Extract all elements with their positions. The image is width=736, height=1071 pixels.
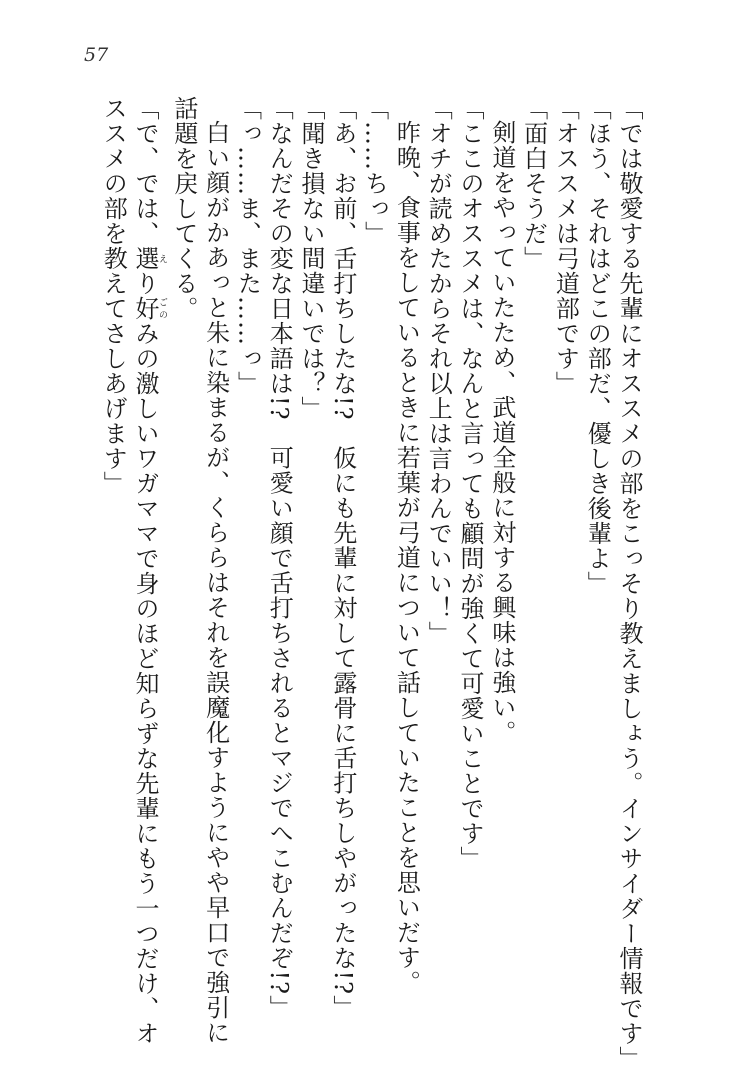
furigana: え bbox=[157, 246, 168, 271]
text-line: 「ここのオススメは、なんと言っても顧問が強くて可愛いことです」 bbox=[456, 96, 485, 871]
text-line: 昨晩、食事をしているときに若葉が弓道について話していたことを思いだす。 bbox=[392, 120, 421, 995]
text-line: 剣道をやっていたため、武道全般に対する興味は強い。 bbox=[487, 120, 516, 745]
text-line: 「なんだその変な日本語は!? 可愛い顔で舌打ちされるとマジでへこむんだぞ!?」 bbox=[265, 96, 294, 1021]
text-line: 「っ……ま、また……っ」 bbox=[233, 96, 262, 396]
text-line: 白い顔がかあっと朱に染まるが、くららはそれを誤魔化すようにやや早口で強引に bbox=[201, 120, 230, 1045]
text-line: 「ほう、それはどこの部だ、優しき後輩よ」 bbox=[583, 96, 612, 596]
text-line: 「面白そうだ」 bbox=[519, 96, 548, 271]
text-line: 「……ちっ」 bbox=[360, 96, 389, 246]
novel-text bbox=[96, 96, 644, 1071]
text-line: 話題を戻してくる。 bbox=[169, 96, 198, 321]
text-line: 「あ、お前、舌打ちしたな!? 仮にも先輩に対して露骨に舌打ちしやがったな!?」 bbox=[328, 96, 357, 1021]
text-line: 「オススメは弓道部です」 bbox=[551, 96, 580, 396]
page-number: 57 bbox=[84, 44, 109, 66]
text-line: 「オチが読めたからそれ以上は言わんでいい！」 bbox=[424, 96, 453, 646]
text-line: 「では敬愛する先輩にオススメの部をこっそり教えましょう。インサイダー情報です」 bbox=[615, 96, 643, 1071]
text-line: 「聞き損ない間違いでは？」 bbox=[297, 96, 326, 421]
text-line: ススメの部を教えてさしあげます」 bbox=[99, 96, 128, 496]
text-line-with-ruby: 「で、では、選えり好ごのみの激しいワガママで身のほど知らずな先輩にもう一つだけ、オ bbox=[131, 96, 168, 1046]
furigana: ごの bbox=[157, 296, 168, 321]
